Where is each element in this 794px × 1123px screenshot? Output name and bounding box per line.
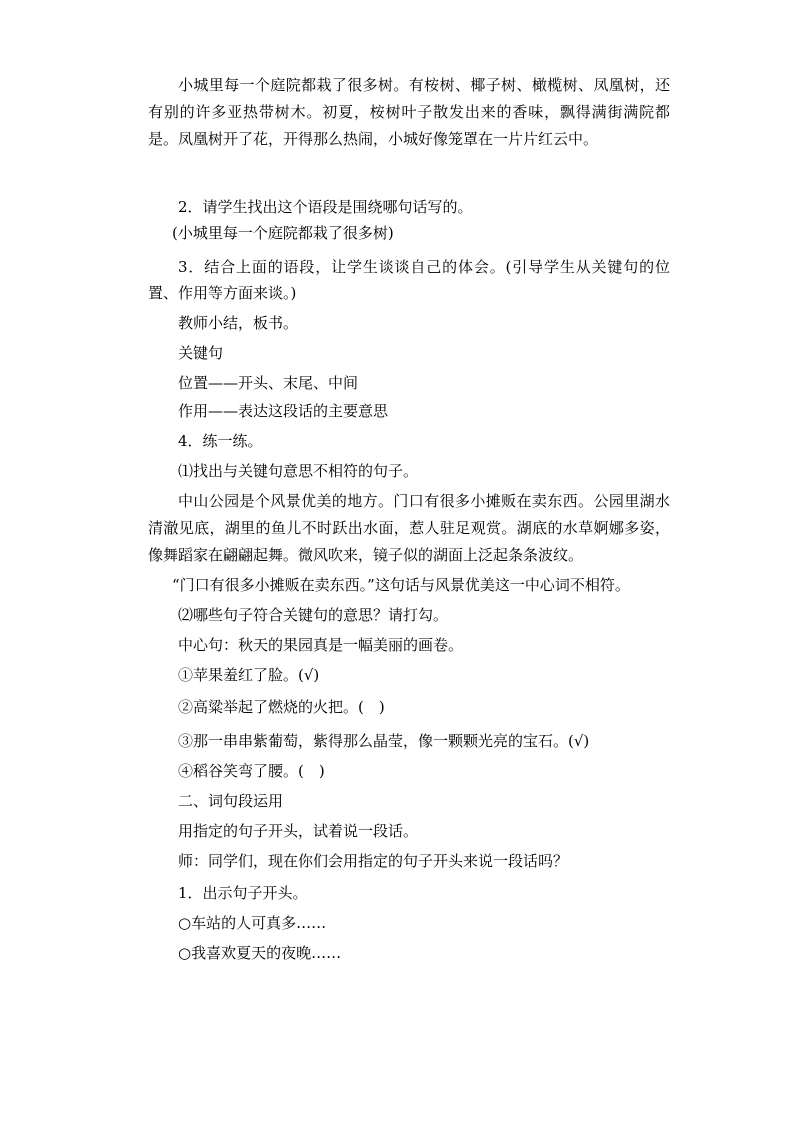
section-2-intro: 用指定的句子开头，试着说一段话。 [178, 822, 419, 840]
answer-text: (小城里每一个庭院都栽了很多树) [172, 224, 394, 242]
board-title: 关键句 [178, 344, 224, 362]
step-2-text: 2．请学生找出这个语段是围绕哪句话写的。 [178, 198, 473, 216]
board-position: 位置——开头、末尾、中间 [178, 374, 359, 392]
step-3-text: 3．结合上面的语段，让学生谈谈自己的体会。(引导学生从关键句的位置、作用等方面来谈。) [148, 258, 670, 302]
intro-paragraph: 小城里每一个庭院都栽了很多树。有桉树、椰子树、橄榄树、凤凰树，还有别的许多亚热带树木。初夏，桉树叶子散发出来的香味，飘得满街满院都是。凤凰树开了花，开得那么热闹，小城好像笼罩在一片片红云中。 [148, 76, 670, 148]
step-1-text: 1．出示句子开头。 [178, 884, 308, 902]
option-1: ①苹果羞红了脸。(√) [178, 666, 320, 684]
prompt-1: ○车站的人可真多…… [178, 914, 327, 932]
option-4: ④稻谷笑弯了腰。( ) [178, 762, 325, 780]
exercise-1-paragraph: 中山公园是个风景优美的地方。门口有很多小摊贩在卖东西。公园里湖水清澈见底，湖里的鱼儿不时跃出水面，惹人驻足观赏。湖底的水草婀娜多姿，像舞蹈家在翩翩起舞。微风吹来，镜子似的湖面上泛起条条波纹。 [148, 492, 670, 564]
exercise-1-title: ⑴找出与关键句意思不相符的句子。 [178, 462, 419, 480]
section-2-heading: 二、词句段运用 [178, 792, 284, 810]
board-function: 作用——表达这段话的主要意思 [178, 402, 389, 420]
prompt-2: ○我喜欢夏天的夜晚…… [178, 944, 342, 962]
exercise-1-answer: “门口有很多小摊贩在卖东西。”这句话与风景优美这一中心词不相符。 [172, 576, 630, 594]
step-4-text: 4．练一练。 [178, 432, 263, 450]
option-2: ②高粱举起了燃烧的火把。( ) [178, 698, 385, 716]
option-3: ③那一串串紫葡萄，紫得那么晶莹，像一颗颗光亮的宝石。(√) [178, 732, 590, 750]
central-sentence: 中心句：秋天的果园真是一幅美丽的画卷。 [178, 636, 464, 654]
summary-text: 教师小结，板书。 [178, 314, 299, 332]
exercise-2-title: ⑵哪些句子符合关键句的意思？请打勾。 [178, 606, 449, 624]
teacher-question: 师：同学们，现在你们会用指定的句子开头来说一段话吗？ [178, 852, 569, 870]
